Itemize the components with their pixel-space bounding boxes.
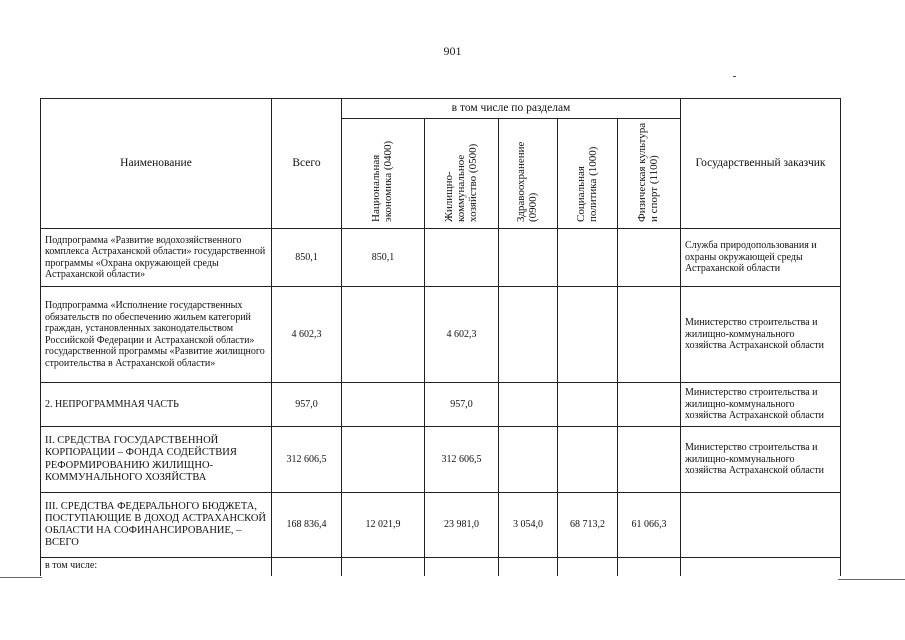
row-total: 312 606,5	[272, 427, 342, 493]
row-total: 850,1	[272, 229, 342, 287]
cell-0500: 957,0	[425, 383, 499, 427]
cell-1100	[618, 383, 681, 427]
header-section-0400	[342, 119, 425, 229]
row-name: Подпрограмма «Развитие водохозяйственного комплекса Астраханской области» государственной программы «Охрана окружающей среды Астраханской области»	[41, 229, 272, 287]
header-section-0900	[499, 119, 558, 229]
header-sections-group: в том числе по разделам	[342, 99, 681, 119]
header-section-1100	[618, 119, 681, 229]
row-total: 168 836,4	[272, 493, 342, 558]
cell-1100	[618, 427, 681, 493]
cell-1000: 68 713,2	[558, 493, 618, 558]
cell-1100	[618, 229, 681, 287]
row-customer: Министерство строительства и жилищно-коммунального хозяйства Астраханской области	[681, 287, 841, 383]
row-name: в том числе:	[41, 558, 272, 576]
cell-0400	[342, 427, 425, 493]
cell-1100	[618, 558, 681, 576]
cell-1000	[558, 287, 618, 383]
row-total: 957,0	[272, 383, 342, 427]
row-total	[272, 558, 342, 576]
scan-mark	[733, 76, 736, 77]
cell-0900	[499, 558, 558, 576]
header-row	[41, 99, 841, 119]
cell-1000	[558, 229, 618, 287]
cell-0500	[425, 229, 499, 287]
row-name: Подпрограмма «Исполнение государственных обязательств по обеспечению жильем категорий граждан, установленных законодательством Российской Федерации и Астраханской области» государственной программы «Развитие жилищного строительства в Астраханской области»	[41, 287, 272, 383]
table-row	[41, 229, 841, 287]
cell-0400	[342, 287, 425, 383]
cell-0400: 850,1	[342, 229, 425, 287]
row-name: II. СРЕДСТВА ГОСУДАРСТВЕННОЙ КОРПОРАЦИИ – ФОНДА СОДЕЙСТВИЯ РЕФОРМИРОВАНИЮ ЖИЛИЩНО-КОММУНАЛЬНОГО ХОЗЯЙСТВА	[41, 427, 272, 493]
header-section-1100-label: Физическая культура и спорт (1100)	[636, 122, 660, 222]
row-customer	[681, 493, 841, 558]
scan-line-left	[0, 577, 42, 578]
cell-0500: 4 602,3	[425, 287, 499, 383]
row-customer: Служба природопользования и охраны окружающей среды Астраханской области	[681, 229, 841, 287]
header-customer: Государственный заказчик	[681, 99, 841, 229]
header-section-1000	[558, 119, 618, 229]
row-customer: Министерство строительства и жилищно-коммунального хозяйства Астраханской области	[681, 383, 841, 427]
header-section-0500-label: Жилищно-коммунальное хозяйство (0500)	[442, 143, 479, 222]
row-customer	[681, 558, 841, 576]
row-total: 4 602,3	[272, 287, 342, 383]
cell-1100: 61 066,3	[618, 493, 681, 558]
cell-1000	[558, 427, 618, 493]
table-row	[41, 427, 841, 493]
cell-0900	[499, 427, 558, 493]
cell-0400: 12 021,9	[342, 493, 425, 558]
cell-1000	[558, 383, 618, 427]
page-number: 901	[443, 44, 462, 58]
cell-0500	[425, 558, 499, 576]
header-name: Наименование	[41, 99, 272, 229]
row-name: III. СРЕДСТВА ФЕДЕРАЛЬНОГО БЮДЖЕТА, ПОСТУПАЮЩИЕ В ДОХОД АСТРАХАНСКОЙ ОБЛАСТИ НА СОФИНАНСИРОВАНИЕ, – ВСЕГО	[41, 493, 272, 558]
header-section-1000-label: Социальная политика (1000)	[574, 146, 599, 222]
cell-0500: 312 606,5	[425, 427, 499, 493]
cell-0500: 23 981,0	[425, 493, 499, 558]
cell-0900	[499, 383, 558, 427]
cell-0400	[342, 383, 425, 427]
scan-line-right	[838, 579, 905, 580]
header-section-0500	[425, 119, 499, 229]
row-customer: Министерство строительства и жилищно-коммунального хозяйства Астраханской области	[681, 427, 841, 493]
cell-1100	[618, 287, 681, 383]
header-section-0400-label: Национальная экономика (0400)	[370, 140, 394, 222]
cell-0900: 3 054,0	[499, 493, 558, 558]
row-name: 2. НЕПРОГРАММНАЯ ЧАСТЬ	[41, 383, 272, 427]
header-total: Всего	[272, 99, 342, 229]
cell-0400	[342, 558, 425, 576]
header-section-0900-label: Здравоохранение (0900)	[515, 141, 539, 222]
cell-0900	[499, 287, 558, 383]
table-row	[41, 493, 841, 558]
budget-table	[40, 98, 841, 576]
table-row	[41, 383, 841, 427]
cell-1000	[558, 558, 618, 576]
table-row	[41, 558, 841, 576]
table-row	[41, 287, 841, 383]
cell-0900	[499, 229, 558, 287]
